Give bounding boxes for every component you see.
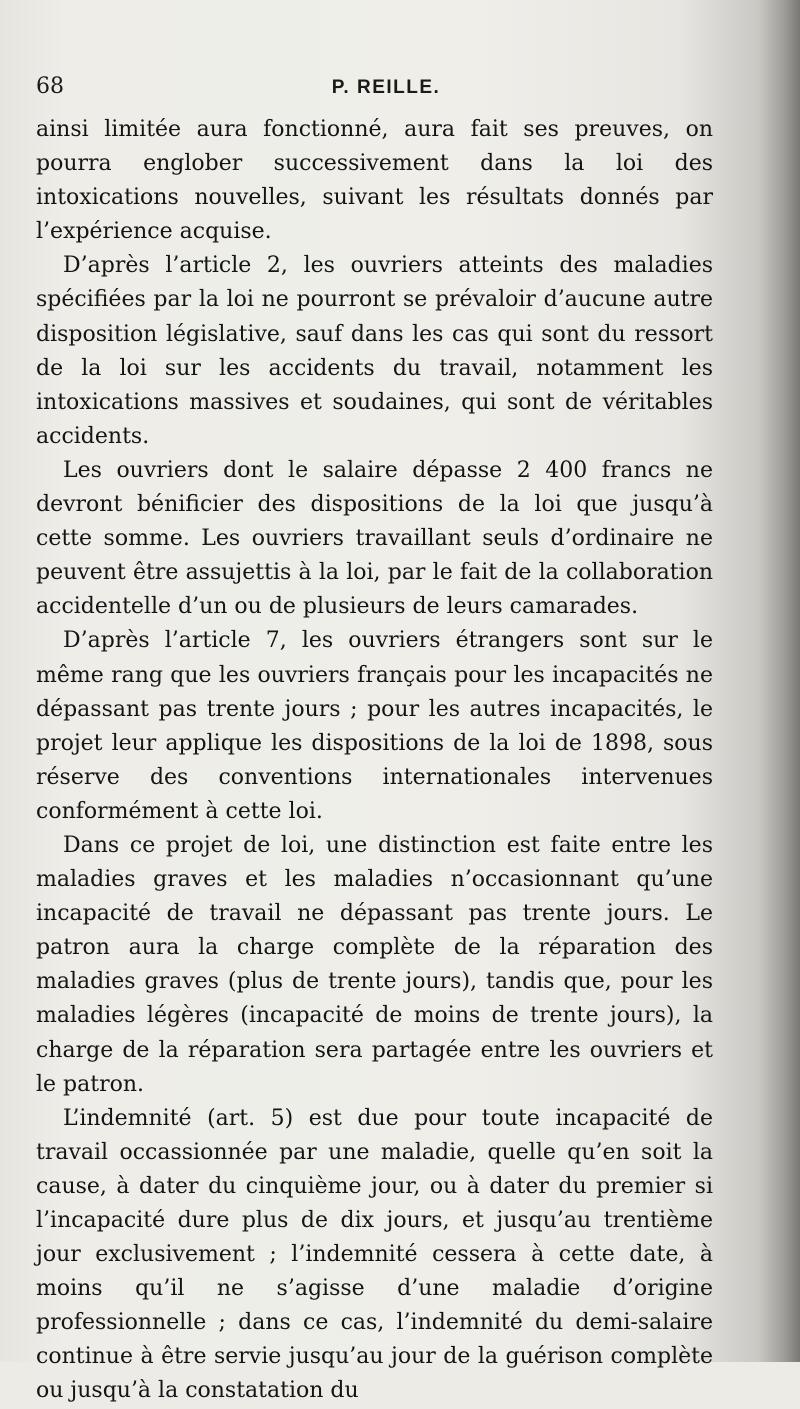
running-head: P. REILLE. <box>331 77 441 98</box>
paragraph: D’après l’article 7, les ouvriers étrangers sont sur le même rang que les ouvriers français pour les incapacités ne dépassant pas trente jours ; pour les autres incapacités, le projet leur applique les dispositions de la loi de 1898, sous réserve des conventions internationales intervenues conformément à cette loi. <box>36 628 713 824</box>
paragraph: D’après l’article 2, les ouvriers atteints des maladies spécifiées par la loi ne pourront se prévaloir d’aucune autre disposition législative, sauf dans les cas qui sont du ressort de la loi sur les accidents du travail, notamment les intoxications massives et soudaines, qui sont de véritables accidents. <box>36 253 713 449</box>
paragraph: Dans ce projet de loi, une distinction est faite entre les maladies graves et les maladies n’occasionnant qu’une incapacité de travail ne dépassant pas trente jours. Le patron aura la charge complète de la réparation des maladies graves (plus de trente jours), tandis que, pour les maladies légères (incapacité de moins de trente jours), la charge de la réparation sera partagée entre les ouvriers et le patron. <box>36 832 713 1097</box>
page-number: 68 <box>36 74 64 99</box>
page-edge-shadow <box>758 0 800 1362</box>
paragraph: L’indemnité (art. 5) est due pour toute incapacité de travail occassionnée par une maladie, quelle qu’en soit la cause, à dater du cinquième jour, ou à dater du premier si l’incapacité dure plus de dix jours, et jusqu’au trentième jour exclusivement ; l’indemnité cessera à cette date, à moins qu’il ne s’agisse d’une maladie d’origine professionnelle ; dans ce cas, l’indemnité du demi-salaire continue à être servie jusqu’au jour de la guérison complète ou jusqu’à la constatation du <box>36 1105 713 1404</box>
page-header <box>36 72 716 106</box>
paragraph-continuation: ainsi limitée aura fonctionné, aura fait ses preuves, on pourra englober successivement dans la loi des intoxications nouvelles, suivant les résultats donnés par l’expérience acquise. <box>36 117 713 245</box>
body-text <box>36 113 713 1409</box>
paragraph: Les ouvriers dont le salaire dépasse 2 400 francs ne devront bénificier des dispositions de la loi que jusqu’à cette somme. Les ouvriers travaillant seuls d’ordinaire ne peuvent être assujettis à la loi, par le fait de la collaboration accidentelle d’un ou de plusieurs de leurs camarades. <box>36 457 713 620</box>
